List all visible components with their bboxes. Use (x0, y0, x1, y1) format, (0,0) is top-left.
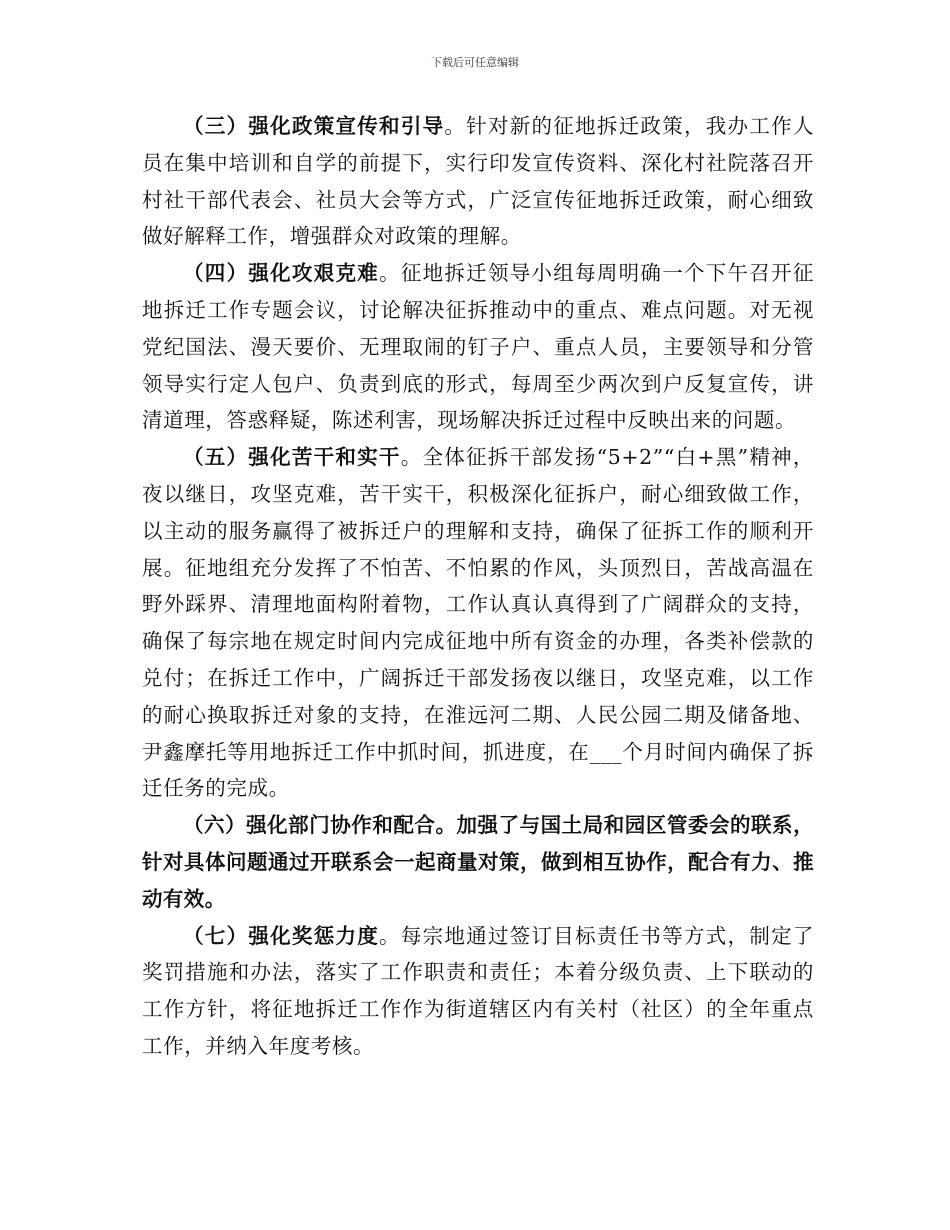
paragraph-text: 。加强了与国土局和园区管委会的联系，针对具体问题通过开联系会一起商量对策，做到相互协作，配合有力、推动有效。 (142, 813, 814, 911)
paragraph-text: 。每宗地通过签订目标责任书等方式，制定了奖罚措施和办法，落实了工作职责和责任；本着分级负责、上下联动的工作方针，将征地拆迁工作作为街道辖区内有关村（社区）的全年重点工作，并纳入年度考核。 (142, 923, 815, 1058)
paragraph-policy-publicity (142, 108, 814, 255)
paragraph-text: 。针对新的征地拆迁政策，我办工作人员在集中培训和自学的前提下，实行印发宣传资料、深化村社院落召开村社干部代表会、社员大会等方式，广泛宣传征地拆迁政策，耐心细致做好解释工作，增强群众对政策的理解。 (142, 114, 815, 249)
paragraph-heading: （六）强化部门协作和配合 (183, 813, 436, 838)
paragraph-heading: （七）强化奖惩力度 (183, 923, 380, 948)
paragraph-heading: （四）强化攻艰克难 (183, 261, 380, 286)
paragraph-hard-work (142, 439, 814, 807)
paragraph-text: 。全体征拆干部发扬“5+2”“白+黑”精神，夜以继日，攻坚克难，苦干实干，积极深化征拆户，耐心细致做工作，以主动的服务赢得了被拆迁户的理解和支持，确保了征拆工作的顺利开展。征地组充分发挥了不怕苦、不怕累的作风，头顶烈日，苦战高温在野外踩界、清理地面构附着物，工作认真认真得到了广阔群众的支持，确保了每宗地在规定时间内完成征地中所有资金的办理，各类补偿款的兑付；在拆迁工作中，广阔拆迁干部发扬夜以继日，攻坚克难，以工作的耐心换取拆迁对象的支持，在淮远河二期、人民公园二期及储备地、尹鑫摩托等用地拆迁工作中抓时间，抓进度，在___个月时间内确保了拆迁任务的完成。 (142, 445, 815, 801)
paragraph-rewards-penalties (142, 918, 814, 1065)
header-note: 下载后可任意编辑 (431, 56, 519, 69)
paragraph-heading: （三）强化政策宣传和引导 (183, 114, 445, 138)
paragraph-text: 。征地拆迁领导小组每周明确一个下午召开征地拆迁工作专题会议，讨论解决征拆推动中的重点、难点问题。对无视党纪国法、漫天要价、无理取闹的钉子户、重点人员，主要领导和分管领导实行定人包户、负责到底的形式，每周至少两次到户反复宣传，讲清道理，答惑释疑，陈述利害，现场解决拆迁过程中反映出来的问题。 (142, 261, 815, 433)
paragraph-department-cooperation (142, 807, 814, 917)
paragraph-heading: （五）强化苦干和实干 (183, 445, 401, 470)
paragraph-tackle-difficulties (142, 255, 814, 439)
document-body (142, 108, 814, 1065)
